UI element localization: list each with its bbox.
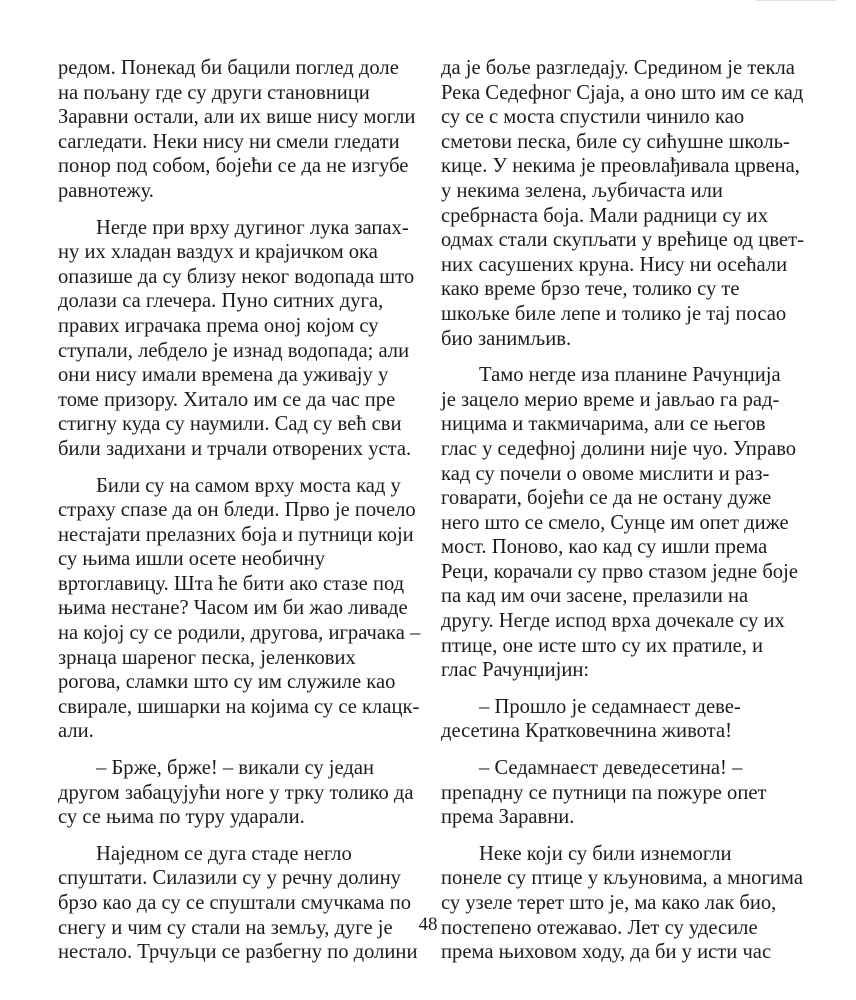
paragraph: да је боље разгледају. Средином је текла Река Седефног Сјаја, а оно што им се кад су се с моста спустили чинило као сметови песка, биле су сићушне школь- кице. У некима је преовлађивала црвена, у некима зелена, љубичаста или сребрнаста боја. Мали радници су их одмах стали скупљати у врећице од цвет- них сасушених круна. Нису ни осећали како време брзо тече, толико су те шкољке биле лепе и толико је тај посао био занимљив. [441, 57, 804, 350]
paragraph: редом. Понекад би бацили поглед доле на пољану где су други становници Заравни остали, али их више нису могли сагледати. Неки нису ни смели гледати понор под собом, бојећи се да не изгубе равнотежу. [58, 57, 416, 202]
left-text-column [58, 56, 426, 977]
paragraph: Били су на самом врху моста кад у страху спазе да он бледи. Прво је почело нестајати прелазних боја и путници који су њима ишли осете необичну вртоглавицу. Шта ће бити ако стазе под њима нестане? Часом им би жао ливаде на којој су се родили, другова, играчака – зрнаца шареног песка, јеленкових рогова, сламки што су им служиле као свирале, шишарки на којима су се клацк- али. [58, 474, 421, 743]
paragraph: – Брже, брже! – викали су један другом забацујући ноге у трку толико да су се њима по туру ударали. [58, 757, 414, 829]
paragraph: Тамо негде иза планине Рачунџија је зацело мерио време и јављао га рад- ницима и такмичарима, али се његов глас у седефној долини није чуо. Управо кад су почели о овоме мислити и раз- говарати, бојећи се да не остану дуже него што се смело, Сунце им опет диже мост. Поново, као кад су ишли према Реци, корачали су прво стазом једне боје па кад им очи засене, прелазили на другу. Негде испод врха дочекале су их птице, оне исте што су их пратиле, и глас Рачунџијин: [441, 364, 798, 682]
right-text-column [441, 56, 809, 977]
paragraph: Наједном се дуга стаде негло спуштати. Силазили су у речну долину брзо као да су се спуштали смучкама по снегу и чим су стали на земљу, дуге је нестало. Трчуљци се разбегну по долини [58, 842, 418, 964]
paragraph: – Седамнаест деведесетина! – препадну се путници па пожуре опет према Заравни. [441, 757, 767, 829]
paragraph: Негде при врху дугиног лука запах- ну их хладан ваздух и крајичком ока опазише да су близу неког водопада што долази са глечера. Пуно ситних дуга, правих играчака према оној којом су ступали, лебдело је изнад водопада; али они нису имали времена да уживају у томе призору. Хитало им се да час пре стигну куда су наумили. Сад су већ сви били задихани и трчали отворених уста. [58, 216, 415, 460]
page-edge-mark [756, 0, 836, 5]
paragraph: – Прошло је седамнаест деве- десетина Кратковечнина живота! [441, 695, 741, 743]
paragraph: Неке који су били изнемогли понеле су птице у кљуновима, а многима су узеле терет што је, ма како лак био, постепено отежавао. Лет су удесиле према њиховом ходу, да би у исти час [441, 842, 803, 964]
page-number: 48 [418, 914, 438, 935]
